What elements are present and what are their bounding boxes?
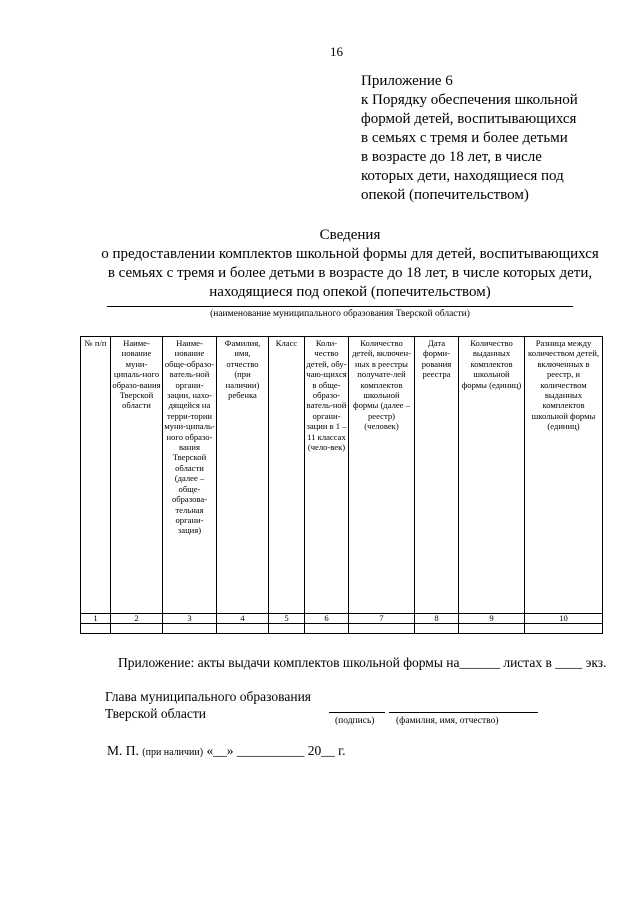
header-cell: Наиме-нование муни-ципаль-ного образо-вания Тверской области	[111, 337, 163, 614]
empty-data-row	[81, 624, 603, 634]
title-line: о предоставлении комплектов школьной формы для детей, воспитывающихся	[101, 246, 599, 262]
municipality-fill-line	[107, 306, 573, 307]
header-cell: Разница между количеством детей, включенных в реестр, и количеством выданных комплектов школьной формы (единиц)	[525, 337, 603, 614]
empty-cell	[111, 624, 163, 634]
appendix-line: в семьях с тремя и более детьми	[361, 130, 568, 146]
header-cell: Количество детей, включен-ных в реестры получате-лей комплектов школьной формы (далее – реестр) (человек)	[349, 337, 415, 614]
empty-cell	[81, 624, 111, 634]
header-cell: Количество выданных комплектов школьной формы (единиц)	[459, 337, 525, 614]
date-field: «__» __________ 20__ г.	[206, 743, 346, 758]
header-cell: Наиме-нование обще-образо-ватель-ной органи-зации, нахо-дящейся на терри-тории муни-ципаль-ного образо-вания Тверской области (далее – обще-образова-тельная органи-зация)	[163, 337, 217, 614]
table-header-row	[81, 337, 603, 614]
head-of-municipality	[105, 688, 311, 722]
header-cell: № п/п	[81, 337, 111, 614]
head-title-line: Глава муниципального образования	[105, 689, 312, 704]
signature-caption: (подпись)	[335, 716, 375, 726]
header-cell: Дата форми-рования реестра	[415, 337, 459, 614]
page-number: 16	[330, 44, 343, 59]
column-number: 2	[111, 614, 163, 624]
empty-cell	[415, 624, 459, 634]
title-line: находящиеся под опекой (попечительством)	[209, 284, 491, 300]
column-number: 7	[349, 614, 415, 624]
column-number: 4	[217, 614, 269, 624]
stamp-and-date	[107, 743, 345, 759]
full-name-line	[389, 712, 538, 713]
empty-cell	[217, 624, 269, 634]
appendix-line: формой детей, воспитывающихся	[361, 111, 577, 127]
stamp-label: М. П.	[107, 743, 139, 758]
full-name-caption: (фамилия, имя, отчество)	[396, 716, 499, 726]
document-title	[60, 226, 640, 302]
signature-line	[329, 712, 385, 713]
column-number: 5	[269, 614, 305, 624]
appendix-line: к Порядку обеспечения школьной	[361, 92, 578, 108]
appendix-line: которых дети, находящиеся под	[361, 168, 564, 184]
stamp-note: (при наличии)	[142, 747, 204, 758]
empty-cell	[269, 624, 305, 634]
empty-cell	[525, 624, 603, 634]
municipality-caption: (наименование муниципального образования Тверской области)	[210, 309, 470, 319]
column-number: 3	[163, 614, 217, 624]
empty-cell	[305, 624, 349, 634]
header-cell: Коли-чество детей, обу-чаю-щихся в обще-образо-ватель-ной органи-зации в 1 – 11 классах (чело-век)	[305, 337, 349, 614]
empty-cell	[163, 624, 217, 634]
column-number: 8	[415, 614, 459, 624]
appendix-line: опекой (попечительством)	[361, 187, 529, 203]
column-number-row	[81, 614, 603, 624]
appendix-line: в возрасте до 18 лет, в числе	[361, 149, 542, 165]
appendix-block	[361, 72, 578, 205]
column-number: 6	[305, 614, 349, 624]
appendix-line: Приложение 6	[361, 73, 453, 89]
title-heading: Сведения	[319, 227, 381, 243]
header-cell: Фамилия, имя, отчество (при наличии) ребенка	[217, 337, 269, 614]
empty-cell	[349, 624, 415, 634]
title-line: в семьях с тремя и более детьми в возрасте до 18 лет, в числе которых дети,	[107, 265, 593, 281]
column-number: 1	[81, 614, 111, 624]
report-table	[80, 336, 603, 634]
header-cell: Класс	[269, 337, 305, 614]
column-number: 9	[459, 614, 525, 624]
head-title-line: Тверской области	[105, 706, 206, 721]
attachment-note: Приложение: акты выдачи комплектов школьной формы на______ листах в ____ экз.	[118, 655, 607, 670]
empty-cell	[459, 624, 525, 634]
column-number: 10	[525, 614, 603, 624]
